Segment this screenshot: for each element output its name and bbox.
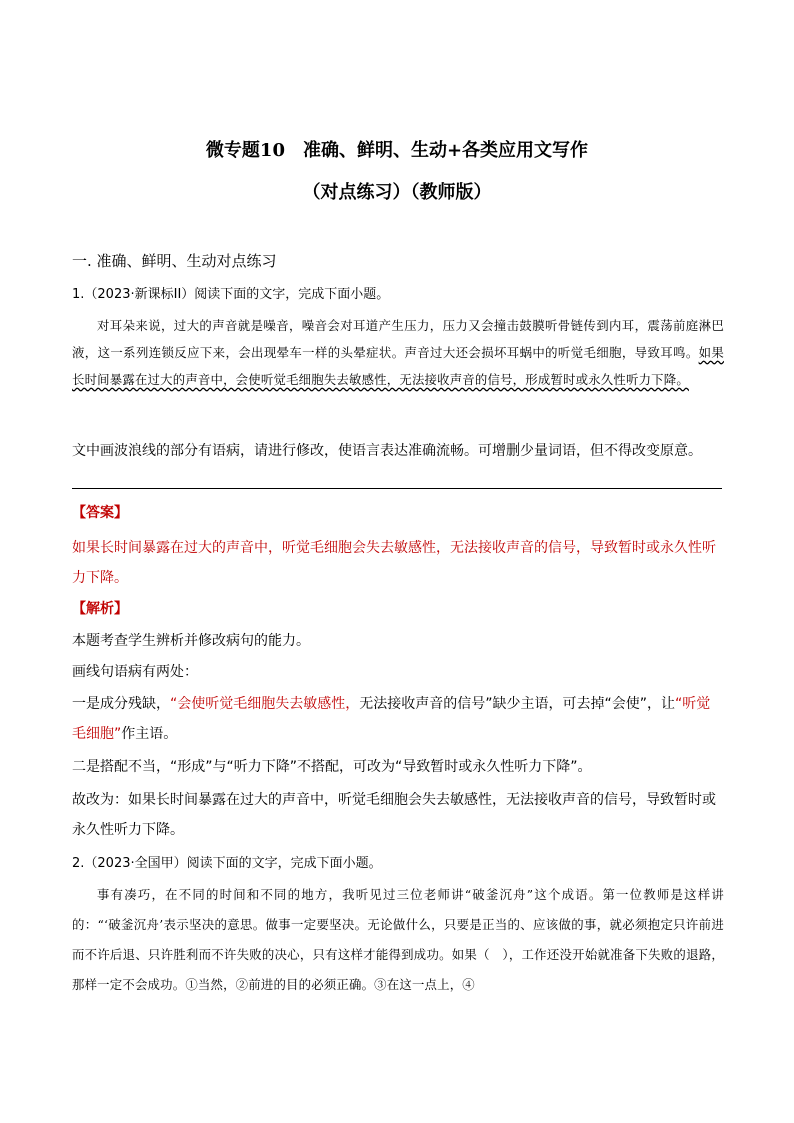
analysis-label: 【解析】 bbox=[72, 601, 128, 617]
analysis-line-1: 本题考查学生辨析并修改病句的能力。 bbox=[72, 633, 310, 649]
analysis-line-3-part-a: 一是成分残缺， bbox=[72, 696, 170, 712]
answer-text: 如果长时间暴露在过大的声音中，听觉毛细胞会失去敏感性，无法接收声音的信号，导致暂时或永久性听力下降。 bbox=[72, 540, 716, 586]
passage-plain-text: 对耳朵来说，过大的声音就是噪音，噪音会对耳道产生压力，压力又会撞击鼓膜听骨链传到内耳，震荡前庭淋巴液，这一系列连锁反应下来，会出现晕车一样的头晕症状。声音过大还会损坏耳蜗中的听觉毛细胞，导致耳鸣。 bbox=[72, 318, 724, 360]
passage-wavy-underlined-text: 如果长时间暴露在过大的声音中，会使听觉毛细胞失去敏感性，无法接收声音的信号，形成暂时或永久性听力下降。 bbox=[72, 345, 724, 387]
analysis-line-3-part-c: 无法接收声音的信号”缺少主语，可去掉“会使”，让 bbox=[359, 696, 676, 712]
analysis-line-2: 画线句语病有两处： bbox=[72, 664, 198, 680]
document-title: 微专题10 准确、鲜明、生动+各类应用文写作 bbox=[205, 140, 589, 161]
question-1-instruction: 文中画波浪线的部分有语病，请进行修改，使语言表达准确流畅。可增删少量词语，但不得改变原意。 bbox=[72, 443, 702, 459]
analysis-quote-red: “会使听觉毛细胞失去敏感性， bbox=[170, 696, 360, 712]
question-1-passage bbox=[72, 312, 724, 393]
question-2-passage: 事有凑巧，在不同的时间和不同的地方，我听见过三位老师讲“破釜沉舟”这个成语。第一位教师是这样讲的：“‘破釜沉舟’表示坚决的意思。做事一定要坚决。无论做什么，只要是正当的、应该做的事，就必须抱定只许前进而不许后退、只许胜利而不许失败的决心，只有这样才能得到成功。如果（ ），工作还没开始就准备下失败的退路，那样一定不会成功。①当然，②前进的目的必须正确。③在这一点上，④ bbox=[72, 887, 724, 992]
section-heading: 一. 准确、鲜明、生动对点练习 bbox=[72, 252, 277, 270]
question-1-header: 1.（2023·新课标II）阅读下面的文字，完成下面小题。 bbox=[72, 287, 390, 302]
question-2-header: 2.（2023·全国甲）阅读下面的文字，完成下面小题。 bbox=[72, 856, 382, 871]
separator-line bbox=[72, 488, 722, 489]
analysis-line-3 bbox=[72, 689, 724, 749]
analysis-line-4: 二是搭配不当，“形成”与“听力下降”不搭配，可改为“导致暂时或永久性听力下降”。 bbox=[72, 759, 592, 775]
answer-label: 【答案】 bbox=[72, 505, 128, 521]
analysis-line-3-part-e: 作主语。 bbox=[121, 726, 178, 742]
analysis-line-5: 故改为：如果长时间暴露在过大的声音中，听觉毛细胞会失去敏感性，无法接收声音的信号，导致暂时或永久性听力下降。 bbox=[72, 792, 716, 838]
analysis-subject-red: “听觉毛细胞” bbox=[72, 696, 711, 742]
document-subtitle: （对点练习）（教师版） bbox=[302, 182, 492, 203]
